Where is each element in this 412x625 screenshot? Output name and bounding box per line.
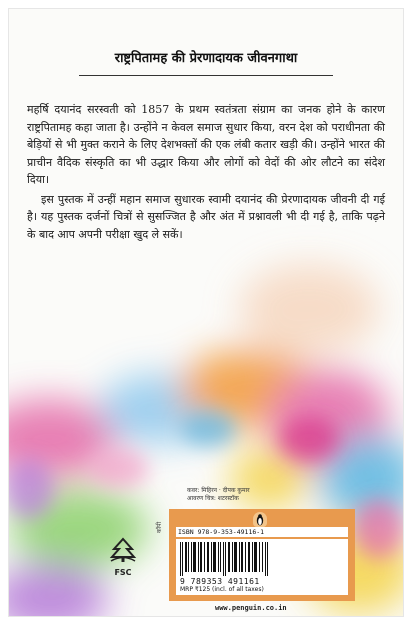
blurb-paragraph-1: महर्षि दयानंद सरस्वती को 1857 के प्रथम स्वतंत्रता संग्राम का जनक होने के कारण राष्ट्रपितामह कहा जाता है। उन्होंने न केवल समाज सुधार किया, वरन देश को पराधीनता की बेड़ियों से भी मुक्त कराने के लिए देशभक्तों की एक लंबी कतार खड़ी की। उन्होंने भारत की प्राचीन वैदिक संस्कृति का भी उद्धार किया और लोगों को वेदों की ओर लौटने का संदेश दिया। bbox=[27, 103, 385, 186]
blurb-paragraph-2: इस पुस्तक में उन्हीं महान समाज सुधारक स्वामी दयानंद की प्रेरणादायक जीवनी दी गई है। यह पुस्तक दर्जनों चित्रों से सुसज्जित है और अंत में प्रश्नावली भी दी गई है, ताकि पढ़ने के बाद आप अपनी परीक्षा खुद ले सकें। bbox=[27, 192, 385, 241]
fsc-tree-icon bbox=[108, 537, 138, 563]
book-back-cover bbox=[8, 8, 404, 617]
credits bbox=[187, 487, 250, 503]
mrp-price: MRP ₹125 (incl. of all taxes) bbox=[180, 586, 264, 593]
header bbox=[9, 47, 403, 74]
isbn-panel bbox=[169, 509, 355, 601]
publisher-url: www.penguin.co.in bbox=[215, 604, 287, 612]
barcode-digits: 9 789353 491161 bbox=[180, 577, 260, 586]
vertical-label: कॉपी bbox=[156, 521, 163, 533]
credit-line: आवरण चित्र: शटरस्टॉक bbox=[187, 495, 239, 502]
page-title: राष्ट्रपितामह की प्रेरणादायक जीवनगाथा bbox=[114, 51, 298, 66]
title-divider bbox=[79, 75, 333, 76]
credit-line: कवर: मिहिरन · दीपक कुमार bbox=[187, 487, 250, 494]
barcode-area bbox=[176, 539, 348, 595]
fsc-label: FSC bbox=[114, 568, 132, 577]
barcode bbox=[180, 542, 270, 576]
blurb bbox=[27, 101, 385, 245]
fsc-logo bbox=[105, 537, 141, 577]
isbn-number: ISBN 978-9-353-49116-1 bbox=[176, 527, 348, 537]
penguin-logo-icon bbox=[253, 512, 267, 527]
